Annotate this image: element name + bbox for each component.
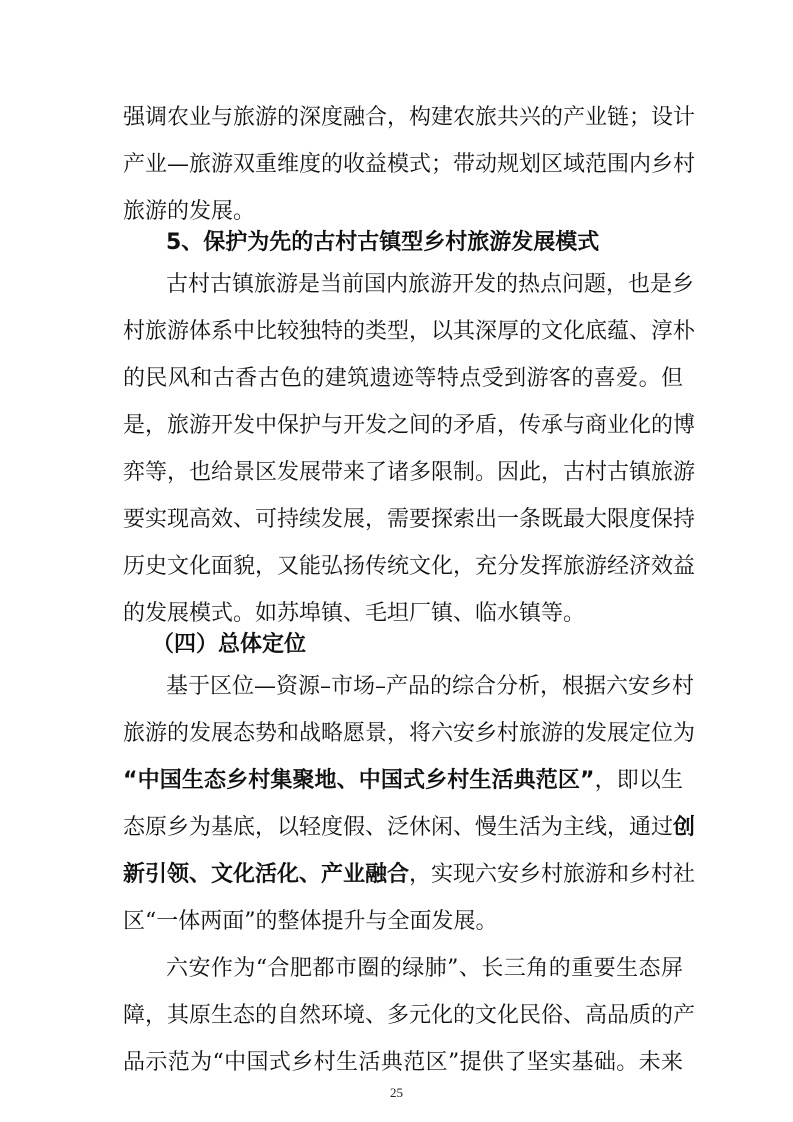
section4-line-5 — [123, 860, 696, 890]
section-heading-5: 5、保护为先的古村古镇型乡村旅游发展模式 — [166, 230, 600, 255]
intro-line-1: 强调农业与旅游的深度融合，构建农旅共兴的产业链；设计 — [123, 105, 696, 130]
key-strategies: 新引领、文化活化、产业融合 — [123, 862, 410, 887]
positioning-statement: “中国生态乡村集聚地、中国式乡村生活典范区” — [123, 768, 595, 793]
page-number: 25 — [390, 1085, 403, 1100]
intro-line-3: 旅游的发展。 — [123, 199, 256, 224]
section5-line-3: 的民风和古香古色的建筑遗迹等特点受到游客的喜爱。但 — [123, 366, 683, 391]
section4-line-5-rest: ，实现六安乡村旅游和乡村社 — [409, 862, 696, 887]
section4-line-4-bold: 创 — [673, 815, 696, 840]
section5-line-8: 的发展模式。如苏埠镇、毛坦厂镇、临水镇等。 — [123, 601, 586, 626]
section4-line-3-rest: ，即以生 — [594, 768, 683, 793]
section5-line-4: 是，旅游开发中保护与开发之间的矛盾，传承与商业化的博 — [123, 413, 696, 438]
section4-p2-line-2: 障，其原生态的自然环境、多元化的文化民俗、高品质的产 — [123, 1003, 696, 1028]
section4-p2-line-1: 六安作为“合肥都市圈的绿肺”、长三角的重要生态屏 — [166, 956, 683, 981]
section4-line-1: 基于区位—资源–市场–产品的综合分析，根据六安乡村 — [166, 674, 695, 699]
section5-line-6: 要实现高效、可持续发展，需要探索出一条既最大限度保持 — [123, 507, 696, 532]
section5-line-1: 古村古镇旅游是当前国内旅游开发的热点问题，也是乡 — [166, 272, 695, 297]
section4-line-4 — [123, 813, 696, 843]
section4-line-4-text: 态原乡为基底，以轻度假、泛休闲、慢生活为主线，通过 — [123, 815, 674, 840]
section5-line-7: 历史文化面貌，又能弘扬传统文化，充分发挥旅游经济效益 — [123, 554, 696, 579]
section5-line-5: 弈等，也给景区发展带来了诸多限制。因此，古村古镇旅游 — [123, 460, 696, 485]
section5-line-2: 村旅游体系中比较独特的类型，以其深厚的文化底蕴、淳朴 — [123, 319, 696, 344]
intro-line-2: 产业—旅游双重维度的收益模式；带动规划区域范围内乡村 — [123, 152, 696, 177]
section4-line-3 — [123, 766, 683, 796]
section4-line-6: 区“一体两面”的整体提升与全面发展。 — [123, 909, 498, 934]
section4-p2-line-3: 品示范为“中国式乡村生活典范区”提供了坚实基础。未来 — [123, 1050, 683, 1075]
section4-line-2: 旅游的发展态势和战略愿景，将六安乡村旅游的发展定位为 — [123, 721, 696, 746]
section-heading-4: （四）总体定位 — [152, 632, 307, 657]
